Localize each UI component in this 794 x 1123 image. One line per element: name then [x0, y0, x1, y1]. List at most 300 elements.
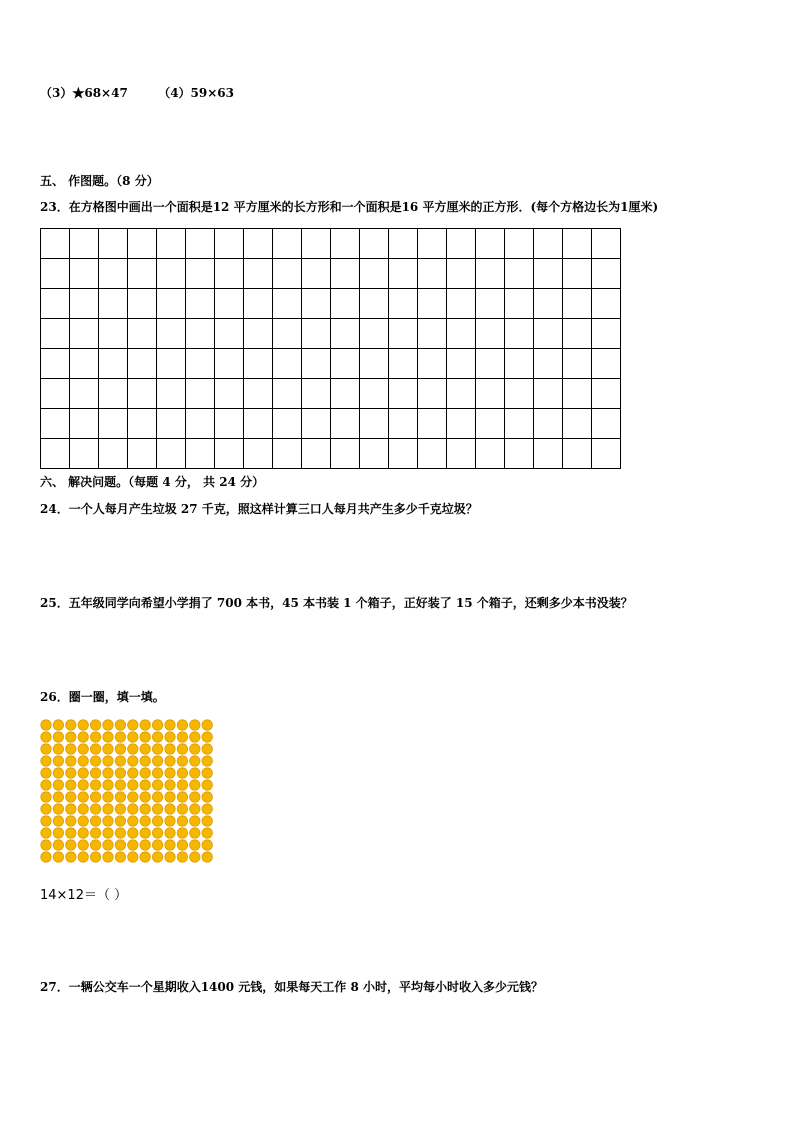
dot	[140, 720, 150, 730]
grid-cell[interactable]	[41, 229, 70, 259]
grid-row	[41, 379, 621, 409]
dot	[202, 852, 212, 862]
grid-cell[interactable]	[418, 319, 447, 349]
dot-array	[40, 719, 216, 867]
grid-cell[interactable]	[99, 259, 128, 289]
question-24: 24．一个人每月产生垃圾 27 千克，照这样计算三口人每月共产生多少千克垃圾？	[40, 502, 478, 516]
grid-cell[interactable]	[186, 379, 215, 409]
dot	[41, 852, 51, 862]
grid-cell[interactable]	[476, 439, 505, 469]
dot-equation[interactable]: 14×12＝（ ）	[40, 888, 128, 903]
dot	[66, 852, 76, 862]
grid-cell[interactable]	[505, 349, 534, 379]
dot	[78, 840, 88, 850]
dot	[177, 744, 187, 754]
dot	[152, 744, 162, 754]
grid-cell[interactable]	[99, 289, 128, 319]
grid-cell[interactable]	[476, 229, 505, 259]
grid-cell[interactable]	[273, 229, 302, 259]
dot	[177, 768, 187, 778]
dot	[128, 840, 138, 850]
grid-cell[interactable]	[331, 319, 360, 349]
dot	[177, 792, 187, 802]
grid-cell[interactable]	[389, 439, 418, 469]
grid-cell[interactable]	[447, 349, 476, 379]
dot	[152, 792, 162, 802]
grid-cell[interactable]	[302, 229, 331, 259]
grid-cell[interactable]	[360, 349, 389, 379]
grid-cell[interactable]	[563, 349, 592, 379]
grid-cell[interactable]	[476, 289, 505, 319]
grid-row	[41, 319, 621, 349]
dot	[78, 792, 88, 802]
question-25: 25．五年级同学向希望小学捐了 700 本书，45 本书装 1 个箱子，正好装了 15 个箱子，还剩多少本书没装？	[40, 596, 633, 610]
grid-cell[interactable]	[99, 319, 128, 349]
grid-cell[interactable]	[418, 289, 447, 319]
dot	[140, 732, 150, 742]
grid-cell[interactable]	[360, 259, 389, 289]
grid-cell[interactable]	[331, 409, 360, 439]
grid-cell[interactable]	[592, 439, 621, 469]
grid-cell[interactable]	[505, 319, 534, 349]
dot	[66, 840, 76, 850]
grid-cell[interactable]	[244, 349, 273, 379]
grid-cell[interactable]	[70, 319, 99, 349]
dot	[66, 816, 76, 826]
grid-cell[interactable]	[41, 409, 70, 439]
dot	[177, 852, 187, 862]
grid-cell[interactable]	[70, 379, 99, 409]
dot	[53, 840, 63, 850]
grid-cell[interactable]	[505, 229, 534, 259]
grid-cell[interactable]	[244, 259, 273, 289]
grid-cell[interactable]	[534, 229, 563, 259]
grid-cell[interactable]	[534, 259, 563, 289]
dot	[41, 768, 51, 778]
dot	[140, 780, 150, 790]
grid-cell[interactable]	[273, 379, 302, 409]
grid-cell[interactable]	[128, 289, 157, 319]
grid-cell[interactable]	[389, 229, 418, 259]
grid-cell[interactable]	[41, 319, 70, 349]
dot	[103, 840, 113, 850]
dot	[66, 792, 76, 802]
grid-cell[interactable]	[447, 259, 476, 289]
dot	[190, 804, 200, 814]
dot	[202, 804, 212, 814]
grid-cell[interactable]	[157, 319, 186, 349]
grid-cell[interactable]	[128, 439, 157, 469]
dot	[128, 720, 138, 730]
dot	[152, 852, 162, 862]
dot	[41, 840, 51, 850]
grid-cell[interactable]	[534, 439, 563, 469]
grid-cell[interactable]	[41, 439, 70, 469]
dot	[53, 804, 63, 814]
dot	[90, 816, 100, 826]
dot	[190, 852, 200, 862]
grid-cell[interactable]	[128, 229, 157, 259]
dot	[115, 744, 125, 754]
grid-cell[interactable]	[244, 379, 273, 409]
dot	[140, 768, 150, 778]
dot	[53, 780, 63, 790]
grid-cell[interactable]	[505, 289, 534, 319]
dot	[115, 840, 125, 850]
dot	[103, 792, 113, 802]
grid-cell[interactable]	[534, 289, 563, 319]
dot	[165, 768, 175, 778]
grid-row	[41, 409, 621, 439]
grid-cell[interactable]	[157, 259, 186, 289]
dot	[103, 804, 113, 814]
grid-cell[interactable]	[592, 229, 621, 259]
dot	[202, 756, 212, 766]
grid-cell[interactable]	[534, 319, 563, 349]
dot	[165, 828, 175, 838]
dot	[152, 780, 162, 790]
grid-cell[interactable]	[41, 289, 70, 319]
dot	[115, 828, 125, 838]
grid-row	[41, 259, 621, 289]
grid-cell[interactable]	[302, 259, 331, 289]
dot	[140, 744, 150, 754]
dot	[90, 792, 100, 802]
dot	[152, 828, 162, 838]
grid-cell[interactable]	[331, 229, 360, 259]
grid-cell[interactable]	[99, 349, 128, 379]
grid-cell[interactable]	[592, 379, 621, 409]
drawing-grid[interactable]	[40, 228, 621, 469]
section-5-title: 五、 作图题。（8 分）	[40, 174, 159, 188]
grid-cell[interactable]	[447, 289, 476, 319]
dot	[78, 744, 88, 754]
grid-cell[interactable]	[302, 409, 331, 439]
grid-cell[interactable]	[186, 229, 215, 259]
grid-cell[interactable]	[157, 409, 186, 439]
grid-cell[interactable]	[505, 379, 534, 409]
dot	[90, 744, 100, 754]
dot	[140, 792, 150, 802]
dot	[90, 852, 100, 862]
dot	[202, 840, 212, 850]
grid-cell[interactable]	[418, 379, 447, 409]
grid-cell[interactable]	[186, 289, 215, 319]
grid-cell[interactable]	[389, 349, 418, 379]
grid-cell[interactable]	[389, 409, 418, 439]
dot	[90, 756, 100, 766]
grid-cell[interactable]	[389, 319, 418, 349]
grid-cell[interactable]	[389, 289, 418, 319]
grid-cell[interactable]	[360, 439, 389, 469]
dot	[177, 756, 187, 766]
grid-row	[41, 439, 621, 469]
grid-cell[interactable]	[418, 409, 447, 439]
grid-cell[interactable]	[331, 259, 360, 289]
dot	[128, 828, 138, 838]
grid-cell[interactable]	[128, 409, 157, 439]
grid-cell[interactable]	[476, 319, 505, 349]
dot	[115, 780, 125, 790]
dot	[190, 756, 200, 766]
grid-cell[interactable]	[157, 349, 186, 379]
grid-cell[interactable]	[331, 439, 360, 469]
grid-cell[interactable]	[157, 289, 186, 319]
dot	[66, 780, 76, 790]
grid-cell[interactable]	[592, 259, 621, 289]
grid-cell[interactable]	[215, 319, 244, 349]
dot	[190, 780, 200, 790]
grid-cell[interactable]	[215, 439, 244, 469]
dot	[128, 744, 138, 754]
dot	[103, 720, 113, 730]
grid-cell[interactable]	[302, 319, 331, 349]
grid-cell[interactable]	[418, 439, 447, 469]
grid-cell[interactable]	[128, 319, 157, 349]
grid-cell[interactable]	[70, 229, 99, 259]
dot	[190, 732, 200, 742]
grid-cell[interactable]	[476, 259, 505, 289]
dot	[41, 816, 51, 826]
dot	[66, 804, 76, 814]
grid-cell[interactable]	[389, 379, 418, 409]
dot	[190, 792, 200, 802]
dot	[53, 816, 63, 826]
section-6-title: 六、 解决问题。（每题 4 分， 共 24 分）	[40, 475, 265, 489]
dot	[190, 816, 200, 826]
grid-cell[interactable]	[447, 379, 476, 409]
grid-cell[interactable]	[360, 409, 389, 439]
grid-cell[interactable]	[418, 349, 447, 379]
dot	[53, 732, 63, 742]
grid-cell[interactable]	[302, 439, 331, 469]
dot	[140, 840, 150, 850]
grid-cell[interactable]	[41, 259, 70, 289]
grid-cell[interactable]	[244, 439, 273, 469]
dot	[177, 804, 187, 814]
grid-cell[interactable]	[186, 409, 215, 439]
dot	[177, 828, 187, 838]
grid-cell[interactable]	[563, 439, 592, 469]
dot	[90, 732, 100, 742]
grid-cell[interactable]	[128, 379, 157, 409]
grid-row	[41, 289, 621, 319]
dot	[202, 780, 212, 790]
dot	[165, 840, 175, 850]
grid-cell[interactable]	[389, 259, 418, 289]
dot	[140, 816, 150, 826]
calc-item-3: （3）★68×47	[40, 86, 128, 100]
dot	[190, 768, 200, 778]
grid-cell[interactable]	[215, 229, 244, 259]
grid-cell[interactable]	[128, 349, 157, 379]
grid-cell[interactable]	[215, 379, 244, 409]
dot	[115, 732, 125, 742]
dot	[140, 852, 150, 862]
dot	[165, 816, 175, 826]
dot	[66, 756, 76, 766]
dot	[165, 756, 175, 766]
grid-cell[interactable]	[244, 289, 273, 319]
grid-cell[interactable]	[70, 259, 99, 289]
grid-cell[interactable]	[476, 409, 505, 439]
grid-cell[interactable]	[360, 289, 389, 319]
dot	[78, 756, 88, 766]
dot	[41, 804, 51, 814]
question-26: 26．圈一圈，填一填。	[40, 690, 165, 704]
dot	[190, 828, 200, 838]
dot	[41, 792, 51, 802]
grid-cell[interactable]	[99, 379, 128, 409]
grid-cell[interactable]	[505, 259, 534, 289]
grid-cell[interactable]	[186, 319, 215, 349]
grid-cell[interactable]	[360, 229, 389, 259]
grid-cell[interactable]	[360, 319, 389, 349]
dot	[190, 720, 200, 730]
grid-cell[interactable]	[476, 379, 505, 409]
dot	[90, 828, 100, 838]
dot	[115, 816, 125, 826]
grid-cell[interactable]	[447, 319, 476, 349]
grid-cell[interactable]	[592, 349, 621, 379]
grid-cell[interactable]	[157, 439, 186, 469]
grid-cell[interactable]	[505, 409, 534, 439]
grid-cell[interactable]	[70, 349, 99, 379]
grid-cell[interactable]	[128, 259, 157, 289]
dot	[78, 828, 88, 838]
grid-cell[interactable]	[273, 289, 302, 319]
grid-cell[interactable]	[534, 409, 563, 439]
dot	[165, 744, 175, 754]
dot	[165, 792, 175, 802]
grid-cell[interactable]	[447, 439, 476, 469]
grid-cell[interactable]	[505, 439, 534, 469]
dot	[165, 780, 175, 790]
dot	[165, 804, 175, 814]
grid-cell[interactable]	[157, 379, 186, 409]
dot	[115, 756, 125, 766]
dot	[103, 732, 113, 742]
grid-cell[interactable]	[331, 349, 360, 379]
dot	[103, 744, 113, 754]
dot	[140, 756, 150, 766]
grid-cell[interactable]	[592, 319, 621, 349]
grid-cell[interactable]	[331, 379, 360, 409]
dot	[53, 744, 63, 754]
grid-cell[interactable]	[99, 409, 128, 439]
grid-cell[interactable]	[418, 259, 447, 289]
grid-cell[interactable]	[244, 229, 273, 259]
dot	[190, 744, 200, 754]
grid-cell[interactable]	[244, 319, 273, 349]
grid-cell[interactable]	[186, 259, 215, 289]
dot	[202, 828, 212, 838]
grid-cell[interactable]	[273, 439, 302, 469]
grid-cell[interactable]	[70, 289, 99, 319]
grid-cell[interactable]	[41, 379, 70, 409]
grid-cell[interactable]	[302, 349, 331, 379]
dot	[165, 720, 175, 730]
grid-cell[interactable]	[186, 349, 215, 379]
dot	[152, 732, 162, 742]
grid-cell[interactable]	[157, 229, 186, 259]
dot	[78, 720, 88, 730]
dot	[177, 840, 187, 850]
dot	[53, 852, 63, 862]
calc-line	[40, 84, 234, 101]
grid-cell[interactable]	[563, 259, 592, 289]
grid-cell[interactable]	[563, 229, 592, 259]
dot	[128, 756, 138, 766]
grid-cell[interactable]	[592, 409, 621, 439]
grid-cell[interactable]	[592, 289, 621, 319]
dot	[78, 780, 88, 790]
grid-row	[41, 349, 621, 379]
dot	[202, 792, 212, 802]
grid-cell[interactable]	[563, 379, 592, 409]
grid-cell[interactable]	[273, 259, 302, 289]
grid-cell[interactable]	[215, 259, 244, 289]
grid-cell[interactable]	[215, 349, 244, 379]
grid-cell[interactable]	[70, 439, 99, 469]
dot	[177, 732, 187, 742]
grid-cell[interactable]	[273, 319, 302, 349]
grid-cell[interactable]	[70, 409, 99, 439]
grid-cell[interactable]	[360, 379, 389, 409]
grid-row	[41, 229, 621, 259]
grid-cell[interactable]	[563, 409, 592, 439]
grid-cell[interactable]	[99, 439, 128, 469]
dot	[90, 840, 100, 850]
dot	[41, 780, 51, 790]
grid-cell[interactable]	[215, 289, 244, 319]
dot	[165, 732, 175, 742]
grid-cell[interactable]	[563, 319, 592, 349]
grid-cell[interactable]	[331, 289, 360, 319]
grid-cell[interactable]	[476, 349, 505, 379]
grid-cell[interactable]	[41, 349, 70, 379]
dot	[152, 804, 162, 814]
grid-cell[interactable]	[244, 409, 273, 439]
dot	[103, 852, 113, 862]
grid-cell[interactable]	[215, 409, 244, 439]
question-23: 23．在方格图中画出一个面积是12 平方厘米的长方形和一个面积是16 平方厘米的正方形．(每个方格边长为1厘米)	[40, 200, 659, 214]
grid-cell[interactable]	[418, 229, 447, 259]
grid-cell[interactable]	[302, 379, 331, 409]
grid-cell[interactable]	[563, 289, 592, 319]
dot	[41, 744, 51, 754]
dot	[177, 780, 187, 790]
grid-cell[interactable]	[534, 379, 563, 409]
grid-cell[interactable]	[447, 229, 476, 259]
dot	[103, 768, 113, 778]
grid-cell[interactable]	[99, 229, 128, 259]
dot	[66, 720, 76, 730]
dot	[202, 816, 212, 826]
dot	[53, 828, 63, 838]
grid-cell[interactable]	[302, 289, 331, 319]
grid-cell[interactable]	[447, 409, 476, 439]
dot	[78, 804, 88, 814]
dot	[115, 804, 125, 814]
grid-cell[interactable]	[273, 409, 302, 439]
dot	[66, 744, 76, 754]
grid-cell[interactable]	[534, 349, 563, 379]
dot	[66, 768, 76, 778]
grid-cell[interactable]	[186, 439, 215, 469]
calc-item-4: （4）59×63	[158, 86, 234, 100]
grid-cell[interactable]	[273, 349, 302, 379]
